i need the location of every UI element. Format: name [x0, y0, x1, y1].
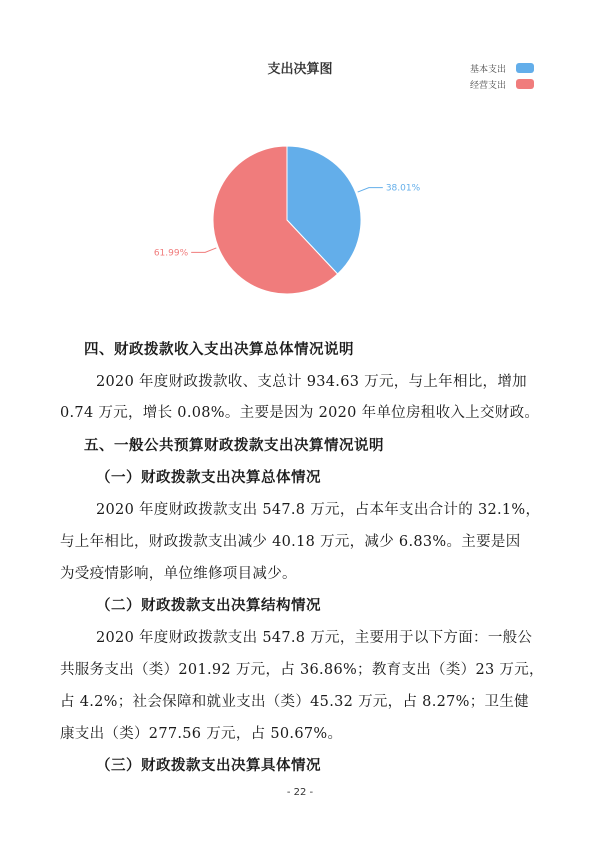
pie-label-basic: 38.01%: [385, 183, 421, 194]
section5-sub2-line-1: 2020 年度财政拨款支出 547.8 万元，主要用于以下方面：一般公: [96, 630, 533, 646]
legend-label-operating: 经营支出: [470, 80, 507, 91]
pie-svg: [0, 0, 600, 320]
pie-leader-operating: [191, 248, 216, 252]
expenditure-pie-chart: [0, 0, 600, 320]
section5-sub1-line-2: 与上年相比，财政拨款支出减少 40.18 万元，减少 6.83%。主要是因: [60, 534, 521, 550]
section5-sub1-line-1: 2020 年度财政拨款支出 547.8 万元，占本年支出合计的 32.1%，: [96, 502, 541, 518]
pie-label-operating: 61.99%: [153, 248, 189, 259]
page-number: - 22 -: [286, 787, 314, 798]
section5-sub2-line-3: 占 4.2%；社会保障和就业支出（类）45.32 万元，占 8.27%；卫生健: [60, 694, 529, 710]
section5-sub1-line-3: 为受疫情影响，单位维修项目减少。: [60, 566, 297, 582]
section5-sub2-line-2: 共服务支出（类）201.92 万元，占 36.86%；教育支出（类）23 万元，: [60, 662, 544, 678]
pie-leader-basic: [358, 188, 383, 192]
section4-line-2: 0.74 万元，增长 0.08%。主要是因为 2020 年单位房租收入上交财政。: [60, 405, 540, 421]
section5-sub1-heading: （一）财政拨款支出决算总体情况: [96, 469, 321, 486]
section5-sub2-heading: （二）财政拨款支出决算结构情况: [96, 597, 321, 614]
section5-sub3-heading: （三）财政拨款支出决算具体情况: [96, 757, 321, 774]
section5-heading: 五、一般公共预算财政拨款支出决算情况说明: [84, 437, 384, 454]
section5-sub2-line-4: 康支出（类）277.56 万元，占 50.67%。: [60, 726, 343, 742]
legend-label-basic: 基本支出: [470, 64, 507, 75]
section4-heading: 四、财政拨款收入支出决算总体情况说明: [84, 341, 354, 358]
section4-line-1: 2020 年度财政拨款收、支总计 934.63 万元，与上年相比，增加: [96, 374, 527, 390]
chart-title: 支出决算图: [267, 62, 333, 77]
